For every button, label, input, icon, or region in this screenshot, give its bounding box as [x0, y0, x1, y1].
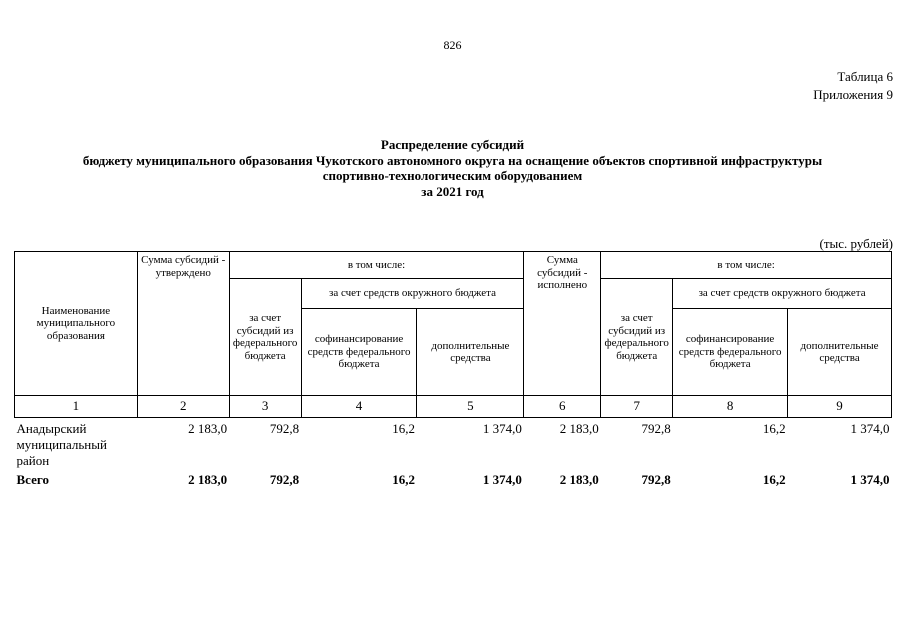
column-number: 3: [229, 396, 301, 418]
header-federal: за счет субсидий из федерального бюджета: [229, 279, 301, 396]
header-cofin: софинансирование средств федерального бюджета: [301, 309, 417, 396]
title-line-4: за 2021 год: [421, 183, 484, 199]
column-numbers-row: [15, 396, 892, 418]
table-reference: [813, 68, 893, 104]
header-including-approved: в том числе:: [229, 252, 524, 279]
column-number: 4: [301, 396, 417, 418]
table-number: Таблица 6: [837, 69, 893, 84]
total-additional: 1 374,0: [482, 472, 522, 487]
executed-value: 2 183,0: [559, 421, 599, 436]
additional-value: 1 374,0: [482, 421, 522, 436]
header-additional: дополнительные средства: [417, 309, 524, 396]
column-number: 5: [417, 396, 524, 418]
header-cofin-exec: софинансирование средств федерального бюджета: [673, 309, 788, 396]
units-label: (тыс. рублей): [819, 236, 893, 251]
total-federal: 792,8: [269, 472, 300, 487]
subsidy-table: [14, 251, 892, 487]
header-okrug-exec: за счет средств окружного бюджета: [673, 279, 892, 309]
additional-exec-value: 1 374,0: [850, 421, 890, 436]
column-number: 6: [524, 396, 601, 418]
cofin-value: 16,2: [392, 421, 415, 436]
appendix-number: Приложения 9: [813, 87, 893, 102]
total-additional-exec: 1 374,0: [850, 472, 890, 487]
total-label: Всего: [16, 472, 49, 487]
column-number: 2: [137, 396, 229, 418]
column-number: 8: [673, 396, 788, 418]
total-cofin: 16,2: [392, 472, 415, 487]
header-name: Наименование муниципального образования: [15, 252, 138, 396]
total-approved: 2 183,0: [188, 472, 228, 487]
total-executed: 2 183,0: [559, 472, 599, 487]
cofin-exec-value: 16,2: [762, 421, 786, 436]
title-line-3: спортивно-технологическим оборудованием: [322, 168, 583, 183]
total-federal-exec: 792,8: [641, 472, 671, 487]
column-number: 7: [601, 396, 673, 418]
title-line-2: бюджету муниципального образования Чукотского автономного округа на оснащение объектов спортивной инфраструктуры: [82, 152, 823, 168]
header-including-executed: в том числе:: [601, 252, 892, 279]
header-federal-exec: за счет субсидий из федерального бюджета: [601, 279, 673, 396]
total-row: [15, 469, 892, 487]
approved-value: 2 183,0: [188, 421, 228, 436]
title-line-1: Распределение субсидий: [380, 137, 525, 152]
header-approved: Сумма субсидий - утверждено: [137, 252, 229, 396]
header-additional-exec: дополнительные средства: [788, 309, 892, 396]
municipality-name: Анадырский муниципальный район: [16, 421, 107, 468]
page-number: 826: [443, 38, 462, 52]
column-number: 9: [788, 396, 892, 418]
header-okrug: за счет средств окружного бюджета: [301, 279, 524, 309]
document-title: [0, 137, 905, 199]
table-row: [15, 418, 892, 470]
header-executed: Сумма субсидий - исполнено: [524, 252, 601, 396]
column-number: 1: [15, 396, 138, 418]
federal-value: 792,8: [269, 421, 300, 436]
total-cofin-exec: 16,2: [762, 472, 786, 487]
federal-exec-value: 792,8: [641, 421, 671, 436]
